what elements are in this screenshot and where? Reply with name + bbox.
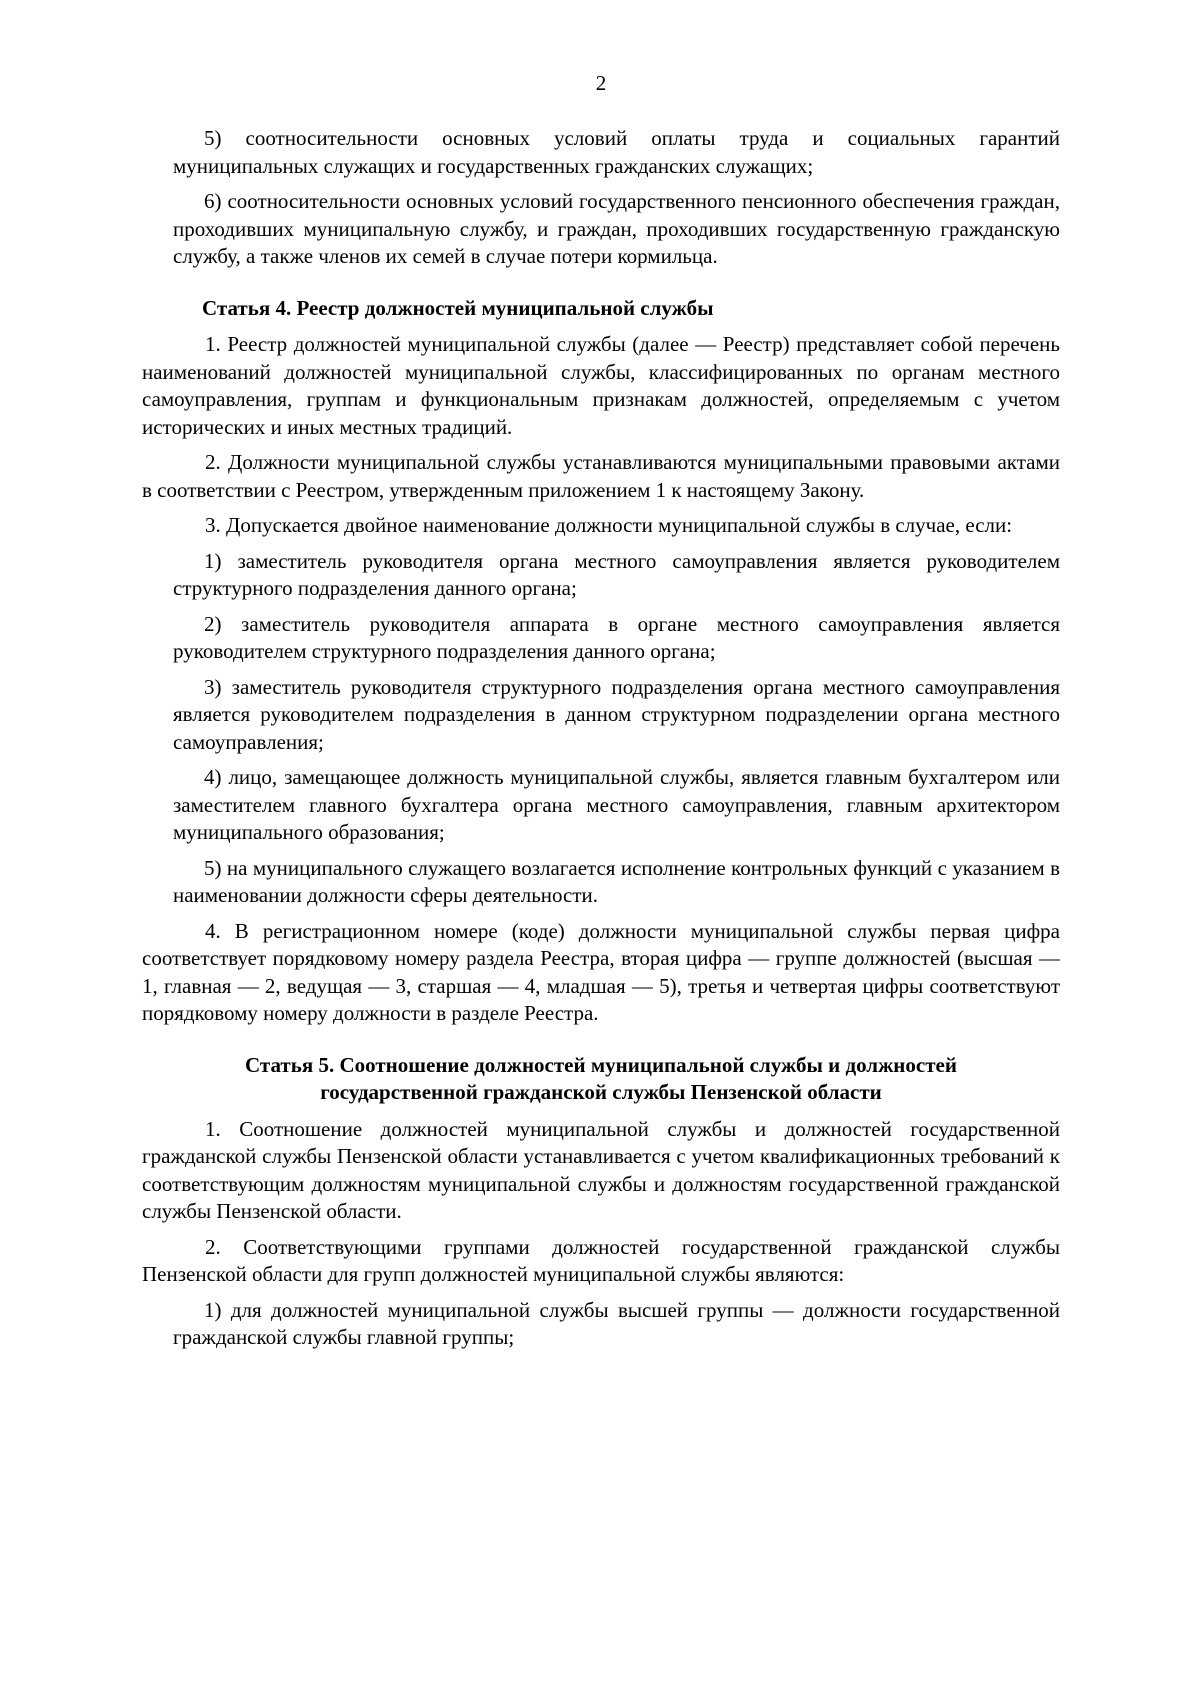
- article4-paragraph-4: 4. В регистрационном номере (коде) должности муниципальной службы первая цифра соответствует порядковому номеру раздела Реестра, вторая цифра — группе должностей (высшая — 1, главная — 2, ведущая — 3, старшая — 4, младшая — 5), третья и четвертая цифры соответствуют порядковому номеру должности в разделе Реестра.: [142, 918, 1060, 1025]
- article4-item-1: 1) заместитель руководителя органа местного самоуправления является руководителем структурного подразделения данного органа;: [173, 548, 1060, 600]
- article4-item-3: 3) заместитель руководителя структурного подразделения органа местного самоуправления является руководителем подразделения в данном структурном подразделении органа местного самоуправления;: [173, 674, 1060, 754]
- article4-item-2: 2) заместитель руководителя аппарата в органе местного самоуправления является руководителем структурного подразделения данного органа;: [173, 611, 1060, 663]
- article4-paragraph-3: 3. Допускается двойное наименование должности муниципальной службы в случае, если:: [205, 513, 1013, 537]
- article5-heading-line-1: Статья 5. Соотношение должностей муниципальной службы и должностей: [245, 1052, 957, 1077]
- article4-paragraph-2: 2. Должности муниципальной службы устанавливаются муниципальными правовыми актами в соответствии с Реестром, утвержденным приложением 1 к настоящему Закону.: [142, 450, 1060, 502]
- page-number: 2: [595, 71, 607, 95]
- article5-heading: [142, 1052, 1060, 1107]
- article5-paragraph-2: 2. Соответствующими группами должностей государственной гражданской службы Пензенской области для групп должностей муниципальной службы являются:: [142, 1234, 1060, 1286]
- article4-paragraph-1: 1. Реестр должностей муниципальной службы (далее — Реестр) представляет собой перечень наименований должностей муниципальной службы, классифицированных по органам местного самоуправления, группам и функциональным признакам должностей, определяемым с учетом исторических и иных местных традиций.: [142, 332, 1060, 439]
- article3-item-6: 6) соотносительности основных условий государственного пенсионного обеспечения граждан, проходивших муниципальную службу, и граждан, проходивших государственную гражданскую службу, а также членов их семей в случае потери кормильца.: [173, 189, 1060, 268]
- article3-item-5: 5) соотносительности основных условий оплаты труда и социальных гарантий муниципальных служащих и государственных гражданских служащих;: [173, 126, 1060, 178]
- article4-item-5: 5) на муниципального служащего возлагается исполнение контрольных функций с указанием в наименовании должности сферы деятельности.: [173, 855, 1060, 907]
- article5-paragraph-1: 1. Соотношение должностей муниципальной службы и должностей государственной гражданской службы Пензенской области устанавливается с учетом квалификационных требований к соответствующим должностям муниципальной службы и должностям государственной гражданской службы Пензенской области.: [142, 1116, 1060, 1223]
- article4-item-4: 4) лицо, замещающее должность муниципальной службы, является главным бухгалтером или заместителем главного бухгалтера органа местного самоуправления, главным архитектором муниципального образования;: [173, 765, 1060, 844]
- article5-item-1: 1) для должностей муниципальной службы высшей группы — должности государственной гражданской службы главной группы;: [173, 1297, 1060, 1349]
- article5-heading-line-2: государственной гражданской службы Пензенской области: [320, 1080, 882, 1104]
- article4-heading: Статья 4. Реестр должностей муниципальной службы: [202, 295, 714, 320]
